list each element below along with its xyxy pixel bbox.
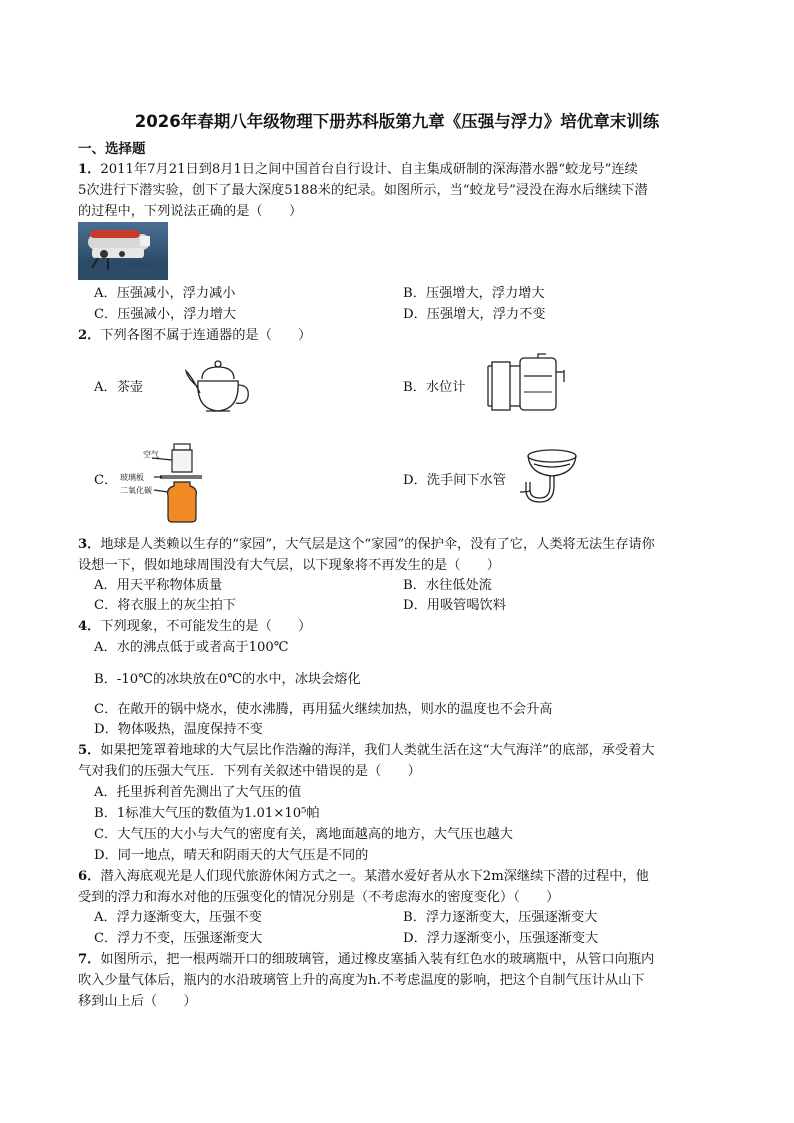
q1-option-b[interactable]: B．压强增大，浮力增大: [403, 286, 545, 301]
air-label: 空气: [143, 450, 159, 459]
q3-line2: 设想一下，假如地球周围没有大气层，以下现象将不再发生的是（ ）: [78, 558, 500, 573]
q6-option-a[interactable]: A．浮力逐渐变大，压强不变: [94, 910, 262, 925]
co2-label: 二氧化碳: [120, 486, 152, 495]
q5-line2: 气对我们的压强大气压．下列有关叙述中错误的是（ ）: [78, 764, 421, 779]
q6-option-d[interactable]: D．浮力逐渐变小，压强逐渐变大: [403, 931, 599, 946]
glass-plate-label: 玻璃板: [120, 473, 144, 482]
q6-line2: 受到的浮力和海水对他的压强变化的情况分别是（不考虑海水的密度变化）（ ）: [78, 890, 560, 905]
water-gauge-icon: [484, 352, 570, 414]
q4-line1: 4．下列现象，不可能发生的是（ ）: [78, 619, 312, 634]
submersible-photo: [78, 222, 168, 280]
q5-option-a[interactable]: A．托里拆利首先测出了大气压的值: [94, 785, 302, 800]
q1-option-c[interactable]: C．压强减小，浮力增大: [94, 307, 236, 322]
q2-option-d[interactable]: D．洗手间下水管: [403, 473, 506, 488]
q5-option-b[interactable]: B．1标准大气压的数值为1.01×10⁵帕: [94, 806, 320, 821]
q4-option-a[interactable]: A．水的沸点低于或者高于100℃: [94, 640, 289, 655]
q2-option-b[interactable]: B．水位计: [403, 380, 466, 395]
section-heading: 一、选择题: [78, 141, 146, 157]
q1-option-a[interactable]: A．压强减小，浮力减小: [94, 286, 236, 301]
q7-line1: 7．如图所示，把一根两端开口的细玻璃管，通过橡皮塞插入装有红色水的玻璃瓶中，从管口向瓶内: [78, 952, 655, 967]
q7-line3: 移到山上后（ ）: [78, 994, 197, 1009]
q3-option-d[interactable]: D．用吸管喝饮料: [403, 598, 506, 613]
q6-option-c[interactable]: C．浮力不变，压强逐渐变大: [94, 931, 263, 946]
q5-option-d[interactable]: D．同一地点，晴天和阴雨天的大气压是不同的: [94, 848, 369, 863]
q4-option-d[interactable]: D．物体吸热，温度保持不变: [94, 722, 263, 737]
q3-option-b[interactable]: B．水往低处流: [403, 578, 492, 593]
page-title: 2026年春期八年级物理下册苏科版第九章《压强与浮力》培优章末训练: [134, 112, 660, 131]
q2-line1: 2．下列各图不属于连通器的是（ ）: [78, 328, 312, 343]
q1-line1: 1．2011年7月21日到8月1日之间中国首台自行设计、自主集成研制的深海潜水器“蛟龙号”连续: [78, 162, 638, 177]
q6-option-b[interactable]: B．浮力逐渐变大，压强逐渐变大: [403, 910, 598, 925]
q3-line1: 3．地球是人类赖以生存的“家园”，大气层是这个“家园”的保护伞，没有了它，人类将无法生存请你: [78, 537, 655, 552]
q2-option-c[interactable]: C．: [94, 473, 118, 488]
q6-line1: 6．潜入海底观光是人们现代旅游休闲方式之一。某潜水爱好者从水下2m深继续下潜的过程中，他: [78, 869, 649, 884]
q4-option-c[interactable]: C．在敞开的锅中烧水，使水沸腾，再用猛火继续加热，则水的温度也不会升高: [94, 702, 553, 717]
q3-option-a[interactable]: A．用天平称物体质量: [94, 578, 223, 593]
sink-drain-pipe-icon: [514, 446, 580, 504]
q5-line1: 5．如果把笼罩着地球的大气层比作浩瀚的海洋，我们人类就生活在这“大气海洋”的底部，承受着大: [78, 743, 655, 758]
q1-option-d[interactable]: D．压强增大，浮力不变: [403, 307, 546, 322]
q2-option-a[interactable]: A．茶壶: [94, 380, 144, 395]
q1-line2: 5次进行下潜实验，创下了最大深度5188米的纪录。如图所示，当“蛟龙号”浸没在海水后继续下潜: [78, 183, 648, 198]
q1-line3: 的过程中，下列说法正确的是（ ）: [78, 204, 303, 219]
q3-option-c[interactable]: C．将衣服上的灰尘拍下: [94, 598, 236, 613]
q7-line2: 吹入少量气体后，瓶内的水沿玻璃管上升的高度为h.不考虑温度的影响，把这个自制气压计从山下: [78, 973, 645, 988]
teapot-icon: [184, 357, 254, 415]
q5-option-c[interactable]: C．大气压的大小与大气的密度有关，离地面越高的地方，大气压也越大: [94, 827, 513, 842]
q4-option-b[interactable]: B．-10℃的冰块放在0℃的水中，冰块会熔化: [94, 672, 361, 687]
